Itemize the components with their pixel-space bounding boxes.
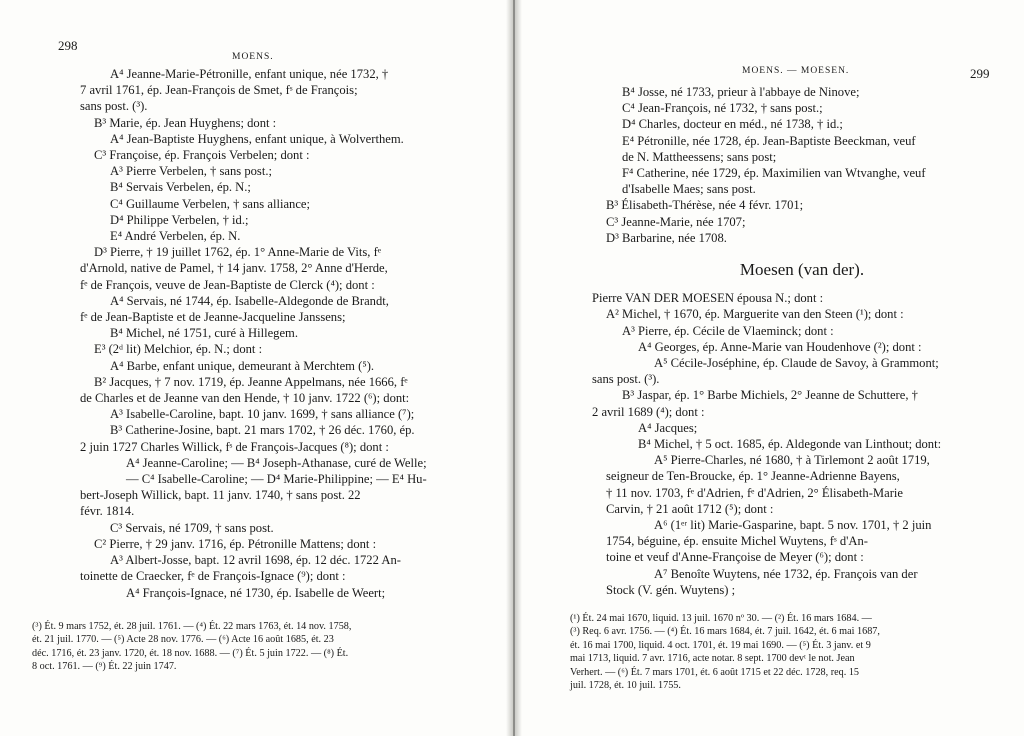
right-bottom-entries: [592, 290, 1012, 598]
text-line: B³ Jaspar, ép. 1° Barbe Michiels, 2° Jeanne de Schuttere, †: [622, 388, 918, 403]
text-line: B⁴ Michel, † 5 oct. 1685, ép. Aldegonde van Linthout; dont:: [638, 437, 942, 452]
text-line: † 11 nov. 1703, fᵉ d'Adrien, fᵉ d'Adrien, 2° Élisabeth-Marie: [606, 485, 903, 500]
text-line: A⁴ Barbe, enfant unique, demeurant à Merchtem (⁵).: [110, 358, 375, 373]
footnote-line: 8 oct. 1761. — (⁹) Ét. 22 juin 1747.: [32, 661, 177, 673]
text-line: 2 juin 1727 Charles Willick, fˢ de François-Jacques (⁸); dont :: [80, 439, 389, 454]
left-footnotes: [32, 620, 482, 674]
text-line: Carvin, † 21 août 1712 (⁵); dont :: [606, 501, 774, 516]
text-line: sans post. (³).: [80, 99, 148, 114]
section-heading: Moesen (van der).: [739, 260, 865, 280]
footnote-line: ét. 16 mai 1700, liquid. 4 oct. 1701, ét. 19 mai 1690. — (⁵) Ét. 3 janv. et 9: [570, 639, 871, 651]
right-body-text: [592, 84, 1012, 598]
text-line: toine et veuf d'Anne-Françoise de Meyer (⁶); dont :: [606, 550, 864, 565]
text-line: A⁴ Servais, né 1744, ép. Isabelle-Aldegonde de Brandt,: [110, 293, 389, 308]
text-line: B³ Marie, ép. Jean Huyghens; dont :: [94, 115, 277, 130]
text-line: A³ Pierre, ép. Cécile de Vlaeminck; dont :: [622, 323, 834, 338]
text-line: C⁴ Jean-François, né 1732, † sans post.;: [622, 101, 823, 116]
text-line: fᵉ de François, veuve de Jean-Baptiste de Clerck (⁴); dont :: [80, 277, 375, 292]
left-body-text: [80, 66, 500, 601]
text-line: Stock (V. gén. Wuytens) ;: [606, 582, 736, 597]
text-line: fᵉ de Jean-Baptiste et de Jeanne-Jacqueline Janssens;: [80, 310, 346, 325]
text-line: B⁴ Servais Verbelen, ép. N.;: [110, 180, 251, 195]
text-line: de Charles et de Jeanne van den Hende, † 10 janv. 1722 (⁶); dont:: [80, 391, 410, 406]
text-line: C³ Jeanne-Marie, née 1707;: [606, 214, 746, 229]
footnote-line: ét. 21 juil. 1770. — (⁵) Acte 28 nov. 1776. — (⁶) Acte 16 août 1685, ét. 23: [32, 634, 334, 646]
running-head-left: MOENS.: [232, 52, 274, 62]
text-line: A² Michel, † 1670, ép. Marguerite van den Steen (¹); dont :: [606, 307, 904, 322]
text-line: Pierre VAN DER MOESEN épousa N.; dont :: [592, 291, 824, 306]
right-page: [514, 0, 1024, 736]
footnote-line: juil. 1728, ét. 10 juil. 1755.: [570, 680, 681, 692]
text-line: D³ Barbarine, née 1708.: [606, 230, 727, 245]
text-line: bert-Joseph Willick, bapt. 11 janv. 1740, † sans post. 22: [80, 488, 361, 503]
text-line: A³ Isabelle-Caroline, bapt. 10 janv. 1699, † sans alliance (⁷);: [110, 407, 415, 422]
text-line: C⁴ Guillaume Verbelen, † sans alliance;: [110, 196, 311, 211]
text-line: B² Jacques, † 7 nov. 1719, ép. Jeanne Appelmans, née 1666, fᵉ: [94, 374, 408, 389]
text-line: D⁴ Charles, docteur en méd., né 1738, † id.;: [622, 117, 843, 132]
text-line: de N. Mattheessens; sans post;: [622, 149, 777, 164]
text-line: d'Isabelle Maes; sans post.: [622, 182, 756, 197]
text-line: A⁵ Cécile-Joséphine, ép. Claude de Savoy, à Grammont;: [654, 356, 939, 371]
text-line: D³ Pierre, † 19 juillet 1762, ép. 1° Anne-Marie de Vits, fᵉ: [94, 245, 382, 260]
text-line: B³ Catherine-Josine, bapt. 21 mars 1702, † 26 déc. 1760, ép.: [110, 423, 415, 438]
text-line: seigneur de Ten-Broucke, ép. 1° Jeanne-Adrienne Bayens,: [606, 469, 900, 484]
page-number-left: 298: [58, 38, 78, 53]
text-line: A⁴ Jacques;: [638, 420, 698, 435]
text-line: E³ (2ᵈ lit) Melchior, ép. N.; dont :: [94, 342, 263, 357]
text-line: 2 avril 1689 (⁴); dont :: [592, 404, 705, 419]
text-line: E⁴ Pétronille, née 1728, ép. Jean-Baptiste Beeckman, veuf: [622, 133, 916, 148]
footnote-line: (³) Req. 6 avr. 1756. — (⁴) Ét. 16 mars 1684, ét. 7 juil. 1642, ét. 6 mai 1687,: [570, 626, 880, 638]
text-line: 7 avril 1761, ép. Jean-François de Smet, fˢ de François;: [80, 83, 358, 98]
text-line: C² Pierre, † 29 janv. 1716, ép. Pétronille Mattens; dont :: [94, 536, 377, 551]
text-line: A⁴ Jean-Baptiste Huyghens, enfant unique, à Wolverthem.: [110, 131, 404, 146]
text-line: A³ Albert-Josse, bapt. 12 avril 1698, ép. 12 déc. 1722 An-: [110, 553, 401, 568]
text-line: — C⁴ Isabelle-Caroline; — D⁴ Marie-Philippine; — E⁴ Hu-: [126, 472, 427, 487]
right-top-entries: [592, 84, 1012, 246]
text-line: C³ Servais, né 1709, † sans post.: [110, 520, 274, 535]
text-line: A⁵ Pierre-Charles, né 1680, † à Tirlemont 2 août 1719,: [654, 453, 930, 468]
footnote-line: (³) Ét. 9 mars 1752, ét. 28 juil. 1761. — (⁴) Ét. 22 mars 1763, ét. 14 nov. 1758,: [32, 621, 352, 632]
footnote-line: (¹) Ét. 24 mai 1670, liquid. 13 juil. 1670 nº 30. — (²) Ét. 16 mars 1684. —: [570, 613, 872, 624]
text-line: 1754, béguine, ép. ensuite Michel Wuytens, fˢ d'An-: [606, 534, 868, 549]
text-line: F⁴ Catherine, née 1729, ép. Maximilien van Wtvanghe, veuf: [622, 166, 926, 181]
text-line: B³ Élisabeth-Thérèse, née 4 févr. 1701;: [606, 198, 804, 213]
text-line: E⁴ André Verbelen, ép. N.: [110, 229, 241, 244]
text-line: A³ Pierre Verbelen, † sans post.;: [110, 164, 272, 179]
running-head-right: MOENS. — MOESEN.: [742, 66, 850, 76]
text-line: A⁴ Jeanne-Caroline; — B⁴ Joseph-Athanase, curé de Welle;: [126, 455, 427, 470]
text-line: A⁶ (1ᵉʳ lit) Marie-Gasparine, bapt. 5 nov. 1701, † 2 juin: [654, 518, 932, 533]
footnote-line: mai 1713, liquid. 7 avr. 1716, acte notar. 8 sept. 1700 devᵗ le not. Jean: [570, 653, 855, 665]
page-number-right: 299: [970, 66, 990, 81]
text-line: B⁴ Michel, né 1751, curé à Hillegem.: [110, 326, 298, 341]
right-footnotes: [570, 612, 1020, 692]
text-line: sans post. (³).: [592, 372, 660, 387]
text-line: A⁷ Benoîte Wuytens, née 1732, ép. François van der: [654, 566, 918, 581]
footnote-line: Verhert. — (⁶) Ét. 7 mars 1701, ét. 6 août 1715 et 22 déc. 1728, req. 15: [570, 666, 860, 678]
footnote-line: déc. 1716, ét. 23 janv. 1720, ét. 18 nov. 1688. — (⁷) Ét. 5 juin 1722. — (⁸) Ét.: [32, 647, 349, 659]
text-line: d'Arnold, native de Pamel, † 14 janv. 1758, 2° Anne d'Herde,: [80, 261, 388, 276]
text-line: févr. 1814.: [80, 504, 135, 519]
text-line: toinette de Craecker, fᵉ de François-Ignace (⁹); dont :: [80, 569, 346, 584]
text-line: A⁴ Georges, ép. Anne-Marie van Houdenhove (²); dont :: [638, 339, 922, 354]
text-line: D⁴ Philippe Verbelen, † id.;: [110, 212, 249, 227]
left-page: [0, 0, 510, 736]
text-line: A⁴ Jeanne-Marie-Pétronille, enfant unique, née 1732, †: [110, 67, 389, 81]
text-line: C³ Françoise, ép. François Verbelen; dont :: [94, 148, 310, 163]
text-line: A⁴ François-Ignace, né 1730, ép. Isabelle de Weert;: [126, 585, 386, 600]
text-line: B⁴ Josse, né 1733, prieur à l'abbaye de Ninove;: [622, 85, 860, 99]
